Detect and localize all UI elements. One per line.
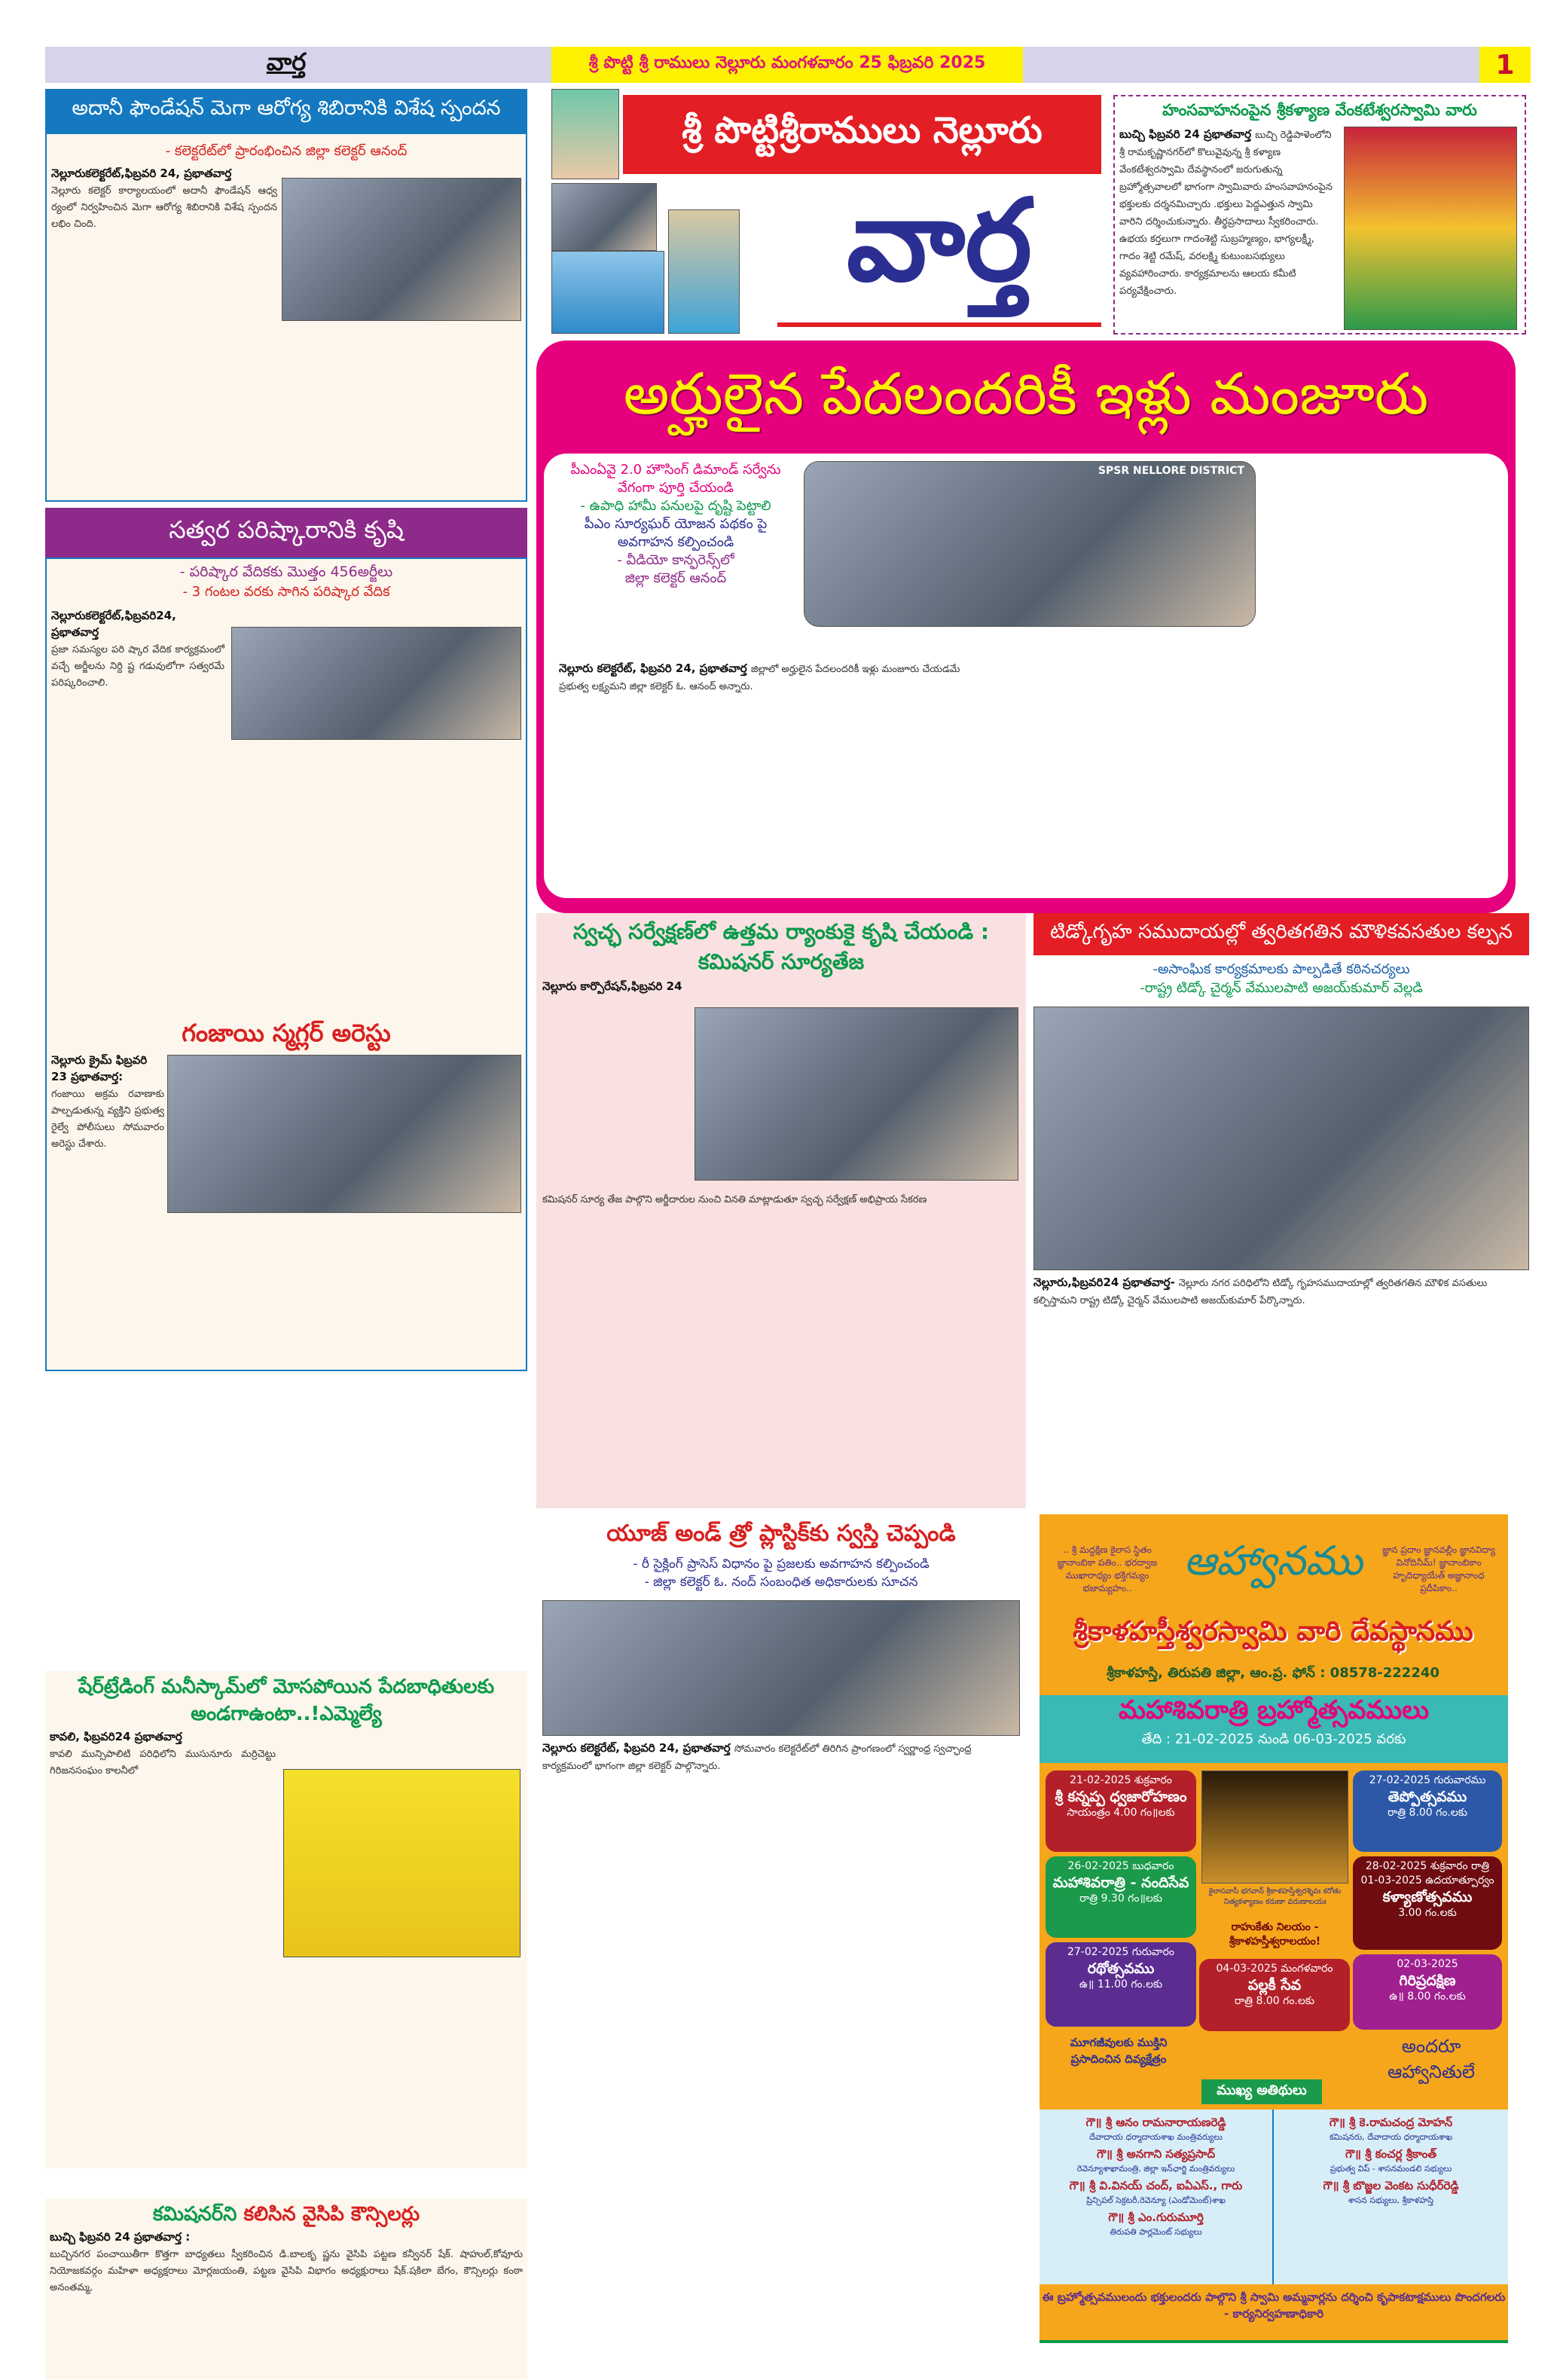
councillors-headline-green: కమిషనర్‌ని [152, 2203, 237, 2226]
ad-event-date: 27-02-2025 గురువారం [1067, 1946, 1175, 1958]
swachh-photo [695, 1007, 1018, 1181]
ad-event-date: 27-02-2025 గురువారము [1369, 1774, 1486, 1786]
tidco-body: నెల్లూరు నగర పరిధిలోని టిడ్కో గృహసముదాయాల్లో త్వరితగతిన మౌళిక వసతులు కల్పిస్తామని రాష్ట్ర టిడ్కో చైర్మన్ వేములపాటి అజయ్‌కుమార్ పేర్కొన్నారు. [1033, 1278, 1488, 1306]
ad-invitation: ఆహ్వానము [1183, 1537, 1363, 1584]
ad-event-time: 3.00 గం.లకు [1398, 1907, 1457, 1919]
ad-event-date: 26-02-2025 బుధవారం [1067, 1860, 1174, 1872]
temple-advertisement [1040, 1514, 1508, 2343]
hamsa-photo [1344, 127, 1517, 330]
dateline: శ్రీ పొట్టి శ్రీ రాములు నెల్లూరు మంగళవారం 25 ఫిబ్రవరి 2025 [551, 47, 1023, 83]
ad-address: శ్రీకాళహస్తి, తిరుపతి జిల్లా, ఆం.ప్ర. ఫోన్ : 08578-222240 [1107, 1665, 1439, 1681]
tidco-headline: టిడ్కోగృహ సముదాయల్లో త్వరితగతిన మౌళికవసతుల కల్పన [1033, 913, 1529, 955]
plastic-sub2: - జిల్లా కలెక్టర్ ఓ. నంద్ సంబంధిత అధికారులకు సూచన [644, 1575, 918, 1590]
adani-photo [282, 178, 521, 321]
councillors-body: బుచ్చినగర పంచాయితీగా కొత్తగా బాధ్యతలు స్వీకరించిన డి.బాలకృ ష్ణను వైసిపి పట్టణ కన్వీనర్ షేక్. షాహుల్,కోవూరు నియోజకవర్గం మహిళా అధ్యక్షరాలు మోర్లజయంతి, పట్టణ వైసిపి విభాగం అధ్యక్షురాలు షేక్.షకిలా బేగం, కౌన్సిలర్లు కంఠా అనంతమ్మ, [50, 2249, 523, 2293]
ad-event-tile [1353, 1770, 1502, 1852]
satvara-body: ప్రజా సమస్యల పరి ష్కార వేదిక కార్యక్రమంలో వచ్చే అర్జీలను నిర్ది ష్ట గడువులోగా సత్వరమే పరిష్కరించాలి. [51, 644, 224, 689]
ad-event-time: రాత్రి 9.30 గం॥లకు [1079, 1893, 1162, 1905]
housing-sub1: పీఎంఏవై 2.0 హౌసింగ్ డిమాండ్ సర్వేను వేగంగా పూర్తి చేయండి [570, 462, 781, 496]
plastic-dateline: నెల్లూరు కలెక్టరేట్, ఫిబ్రవరి 24, ప్రభాతవార్త [542, 1741, 731, 1755]
ad-event-name: గిరిప్రదక్షిణ [1399, 1972, 1456, 1989]
satvara-article [45, 508, 527, 1371]
tidco-photo [1033, 1007, 1529, 1270]
housing-sub4: - వీడియో కాన్ఫరెన్స్‌లో [617, 552, 734, 568]
guest-role: కమిషనరు, దేవాదాయ ధర్మాదాయశాఖ [1329, 2132, 1453, 2142]
housing-article [536, 341, 1516, 913]
ad-event-tile [1353, 1954, 1502, 2030]
guest-name: గౌ॥ శ్రీ కె.రామచంద్ర మోహన్ [1329, 2116, 1453, 2129]
guests-left [1040, 2110, 1274, 2284]
ad-event-date: 02-03-2025 [1397, 1958, 1458, 1970]
ad-event-name: మహాశివరాత్రి - నందిసేవ [1052, 1874, 1189, 1891]
share-trading-body: కావలి మున్సిపాలిటి పరిధిలోని ముసునూరు మర్రిచెట్టు గిరిజనసంఘం కాలనీలో [50, 1749, 276, 1777]
guest-role: దేవాదాయ ధర్మాదాయశాఖ మంత్రివర్యులు [1089, 2132, 1223, 2142]
ad-event-time: రాత్రి 8.00 గం.లకు [1235, 1995, 1314, 2007]
ad-event-time: ఉ॥ 11.00 గం.లకు [1079, 1978, 1163, 1990]
tidco-dateline: నెల్లూరు,ఫిబ్రవరి24 ప్రభాతవార్త- [1033, 1276, 1175, 1289]
logo-underline [777, 322, 1101, 327]
share-trading-headline2: అండగాఉంటా..!ఎమ్మెల్యే [191, 1703, 382, 1725]
ad-festival: మహాశివరాత్రి బ్రహ్మోత్సవములు [1119, 1695, 1429, 1725]
guest-role: శాసన సభ్యులు, శ్రీకాళహస్తి [1348, 2195, 1434, 2205]
ad-event-time: రాత్రి 8.00 గం.లకు [1388, 1807, 1467, 1819]
hamsa-article [1113, 95, 1526, 335]
adani-body: నెల్లూరు కలెక్టర్ కార్యాలయంలో అదానీ ఫౌండేషన్ ఆధ్వ ర్యంలో నిర్వహించిన మెగా ఆరోగ్య శిబిరానికి విశేష స్పందన లభిం చింది. [51, 185, 277, 230]
swachh-dateline: నెల్లూరు కార్పొరేషన్,ఫిబ్రవరి 24 [542, 979, 682, 993]
guest-role: ప్రభుత్వ విప్ - శాసనమండలి సభ్యులు [1330, 2164, 1452, 2174]
ganjai-body: గంజాయి అక్రమ రవాణాకు పాల్పడుతున్న వ్యక్తిని ప్రభుత్వ రైల్వే పోలీసులు సోమవారం అరెస్టు చేశారు. [51, 1089, 164, 1150]
ganjai-photo [167, 1055, 521, 1213]
guest-name: గౌ॥ శ్రీ అనగాని సత్యప్రసాద్ [1096, 2147, 1216, 2161]
satvara-sub2: - 3 గంటల వరకు సాగిన పరిష్కార వేదిక [182, 584, 390, 600]
swachh-article [536, 913, 1026, 1508]
tidco-sub2: -రాష్ట్ర టిడ్కో చైర్మన్ వేములపాటి అజయ్‌కుమార్ వెల్లడి [1140, 980, 1423, 996]
ad-event-name: కళ్యాణోత్సవము [1382, 1889, 1473, 1905]
guest-name: గౌ॥ శ్రీ బొజ్జల వెంకట సుధీర్‌రెడ్డి [1323, 2179, 1459, 2192]
guest-role: రెవెన్యూశాఖామంత్రి, జిల్లా ఇన్‌ఛార్జి మంత్రివర్యులు [1076, 2164, 1235, 2174]
ganjai-dateline: నెల్లూరు క్రైమ్ ఫిబ్రవరి 23 ప్రభాతవార్త: [51, 1053, 148, 1083]
ad-event-tile [1046, 1770, 1196, 1852]
hamsa-dateline: బుచ్చి ఫిబ్రవరి 24 ప్రభాతవార్త [1119, 127, 1251, 141]
share-trading-photo [283, 1769, 521, 1957]
ad-event-tile [1046, 1942, 1196, 2027]
housing-photo-caption: SPSR NELLORE DISTRICT [1098, 465, 1244, 477]
swachh-body: కమిషనర్ సూర్య తేజ పాల్గొని అర్జీదారుల నుంచి వినతి మాట్లాడుతూ స్వచ్ఛ సర్వేక్షణ్ అభిప్రాయ సేకరణ [542, 1194, 927, 1205]
rahu-ketu: రాహుకేతు నిలయం - శ్రీకాళహస్తీశ్వరాలయం! [1229, 1921, 1321, 1948]
edition-title: శ్రీ పొట్టిశ్రీరాములు నెల్లూరు [623, 95, 1101, 174]
guest-role: తిరుపతి పార్లమెంట్ సభ్యులు [1110, 2227, 1202, 2237]
adani-headline: అదానీ ఫౌండేషన్ మెగా ఆరోగ్య శిబిరానికి విశేష స్పందన [45, 89, 527, 133]
ad-temple-name: శ్రీకాళహస్తీశ్వరస్వామి వారి దేవస్థానము [1073, 1616, 1473, 1647]
ad-event-date: 04-03-2025 మంగళవారం [1216, 1963, 1333, 1975]
adani-article [45, 89, 527, 502]
page-number: 1 [1479, 47, 1531, 83]
ad-mukti: మూగజీవులకు ముక్తిని ప్రసాదించిన దివ్యక్షేత్రం [1070, 2036, 1168, 2066]
satvara-photo [231, 627, 521, 740]
housing-sub5: జిల్లా కలెక్టర్ ఆనంద్ [624, 570, 727, 586]
share-trading-article [45, 1671, 527, 2168]
tidco-article [1033, 913, 1529, 1309]
ad-event-name: శ్రీ కన్నప్ప ధ్వజారోహణం [1055, 1789, 1187, 1805]
ad-event-name: తెప్పోత్సవము [1388, 1789, 1467, 1805]
ad-all-welcome: అందరూ ఆహ్వానితులే [1388, 2036, 1475, 2082]
plastic-sub1: - రీ సైక్లింగ్ ప్రాసెస్ విధానం పై ప్రజలకు అవగాహన కల్పించండి [633, 1557, 930, 1572]
share-trading-headline: షేర్‌ట్రేడింగ్ మనీస్కామ్‌లో మోసపోయిన పేదబాధితులకు [78, 1676, 495, 1698]
guests-title: ముఖ్య అతిథులు [1201, 2079, 1322, 2104]
ad-event-tile [1199, 1959, 1350, 2031]
ad-event-time: సాయంత్రం 4.00 గం॥లకు [1067, 1807, 1175, 1819]
satvara-sub1: - పరిష్కార వేదికకు మొత్తం 456అర్జీలు [179, 564, 393, 580]
adani-subhead: - కలెక్టరేట్‌లో ప్రారంభించిన జిల్లా కలెక్టర్ ఆనంద్ [165, 143, 408, 159]
housing-body: జిల్లాలో అర్హులైన పేదలందరికీ ఇళ్లు మంజూరు చేయడమే ప్రభుత్వ లక్ష్యమని జిల్లా కలెక్టర్ ఓ. ఆనంద్ అన్నారు. [559, 664, 960, 692]
share-trading-dateline: కావలి, ఫిబ్రవరి24 ప్రభాతవార్త [50, 1730, 182, 1743]
swachh-headline: స్వచ్ఛ సర్వేక్షణ్‌లో ఉత్తమ ర్యాంకుకై కృషి చేయండి : [572, 919, 990, 944]
left-column [45, 89, 527, 2293]
swachh-headline2: కమిషనర్ సూర్యతేజ [698, 949, 865, 974]
bridge-photo [551, 183, 657, 251]
ad-event-time: ఉ॥ 8.00 గం.లకు [1389, 1990, 1466, 2003]
ad-event-name: రథోత్సవము [1087, 1960, 1155, 1977]
guest-name: గౌ॥ శ్రీ ఆనం రామనారాయణరెడ్డి [1085, 2116, 1226, 2129]
ad-verse-right: జ్ఞాన ప్రదాం జ్ఞానవల్లీం జ్ఞానవిద్యా వినోదినీమ్! జ్ఞానాంబికాం హృదిధ్యాయేత్ అజ్ఞానాంధ ప్రదీపికాం.. [1381, 1544, 1496, 1593]
ad-event-date: 21-02-2025 శుక్రవారం [1070, 1774, 1172, 1786]
guest-name: గౌ॥ శ్రీ ఎం.గురుమూర్తి [1108, 2210, 1204, 2224]
plastic-headline: యూజ్ అండ్ త్రో ప్లాస్టిక్‌కు స్వస్తి చెప్పండి [606, 1520, 956, 1547]
hamsa-headline: హంసవాహనంపైన శ్రీకళ్యాణ వేంకటేశ్వరస్వామి వారు [1162, 101, 1477, 119]
ad-event-tile [1046, 1856, 1196, 1938]
housing-dateline: నెల్లూరు కలెక్టరేట్, ఫిబ్రవరి 24, ప్రభాతవార్త [559, 661, 747, 675]
plastic-photo [542, 1600, 1020, 1736]
councillors-headline-red: కలిసిన వైసిపి కౌన్సిలర్లు [243, 2203, 420, 2226]
housing-headline: అర్హులైన పేదలందరికీ ఇళ్లు మంజూరు [623, 360, 1429, 427]
ganjai-headline: గంజాయి స్మగ్లర్ అరెస్టు [182, 1019, 391, 1047]
nameplate [551, 89, 1101, 334]
guest-name: గౌ॥ శ్రీ కంచర్ల శ్రీకాంత్ [1345, 2147, 1437, 2161]
plastic-article [536, 1514, 1026, 2207]
housing-photo [804, 461, 1256, 627]
tidco-sub1: -అసాంఘిక కార్యక్రమాలకు పాల్పడితే కఠినచర్యలు [1152, 961, 1410, 977]
guest-name: గౌ॥ శ్రీ వి.వినయ్ చంద్, ఐఏఎస్., గారు [1069, 2179, 1243, 2192]
port-photo [551, 251, 664, 334]
councillors-dateline: బుచ్చి ఫిబ్రవరి 24 ప్రభాతవార్త : [50, 2230, 191, 2244]
ad-event-date: 28-02-2025 శుక్రవారం రాత్రి 01-03-2025 ఉదయాత్పూర్వం [1360, 1860, 1494, 1887]
deity-caption: కైలాసవాసీ భగవాన్ శ్రీకాళహస్తీశ్వరశ్శివః కరోతు నిత్యకళ్యాణం కరుణా వరుణాలయః [1208, 1887, 1342, 1906]
satvara-dateline: నెల్లూరుకలెక్టరేట్,ఫిబ్రవరి24, ప్రభాతవార్త [51, 609, 176, 639]
guests-right [1274, 2110, 1508, 2284]
mini-logo: వార్త [266, 47, 307, 76]
ad-dates: తేది : 21-02-2025 నుండి 06-03-2025 వరకు [1141, 1731, 1406, 1747]
deity-photo [1201, 1770, 1348, 1884]
councillors-article [45, 2198, 527, 2379]
ad-event-name: పల్లకీ సేవ [1247, 1977, 1302, 1994]
ad-event-tile [1353, 1856, 1502, 1950]
housing-sub3: పీఎం సూర్యఘర్ యోజన పథకం పై అవగాహన కల్పించండి [584, 516, 768, 550]
ad-verse-left: .. శ్రీ మద్దక్షిణ కైలాస స్థితం జ్ఞానాంబికా పతిం.. భరద్వాజ ముఖారాధ్యం భక్తిగమ్యం భజామ్యహం.. [1057, 1544, 1158, 1593]
founder-portrait [551, 89, 619, 179]
adani-dateline: నెల్లూరుకలెక్టరేట్,ఫిబ్రవరి 24, ప్రభాతవార్త [51, 167, 232, 180]
hamsa-body: బుచ్చి రెడ్డిపాళెంలోని శ్రీ రామకృష్ణానగర్‌లో కొలువైవున్న శ్రీ కళ్యాణ వేంకటేశ్వరస్వామి దేవస్థానంలో జరుగుతున్న బ్రహ్మోత్సవాలలో భాగంగా స్వామివారు హంసవాహనంపైన భక్తులకు దర్శనమిచ్చారు .భక్తులు పెద్దఎత్తున స్వామి వారిని దర్శించుకున్నారు. తీర్థప్రసాదాలు స్వీకరించారు. ఉభయ కర్తలుగా గాదంశెట్టి సుబ్రహ్మణ్యం, భాగ్యలక్ష్మీ, గాదం శెట్టి రమేష్, వరలక్ష్మి కుటుంబసభ్యులు వ్యవహారించారు. కార్యక్రమాలను ఆలయ కమీటి పర్యవేక్షించారు. [1119, 130, 1333, 297]
brand-logo: వార్త [846, 187, 1033, 307]
guest-role: ప్రిన్సిపల్ సెక్రటరీ,రెవెన్యూ (ఎండోమెంట్)శాఖ [1086, 2195, 1226, 2205]
satvara-headline: సత్వర పరిష్కారానికి కృషి [45, 508, 527, 558]
plastic-body: సోమవారం కలెక్టరేట్‌లో తిరిగిన ప్రాంగణంలో స్వర్ణాంధ్ర స్వచ్ఛాంధ్ర కార్యక్రమంలో భాగంగా జిల్లా కలెక్టర్ పాల్గొన్నారు. [542, 1743, 972, 1772]
ad-footer: ఈ బ్రహ్మోత్సవములందు భక్తులందరు పాల్గొని శ్రీ స్వామి అమ్మవార్లను దర్శించి కృపాకటాక్షములు పొందగలరు - కార్యనిర్వహణాధికారి [1042, 2290, 1506, 2320]
housing-sub2: - ఉపాధి హామీ పనులపై దృష్టి పెట్టాలి [580, 498, 771, 514]
temple-photo [668, 209, 740, 334]
